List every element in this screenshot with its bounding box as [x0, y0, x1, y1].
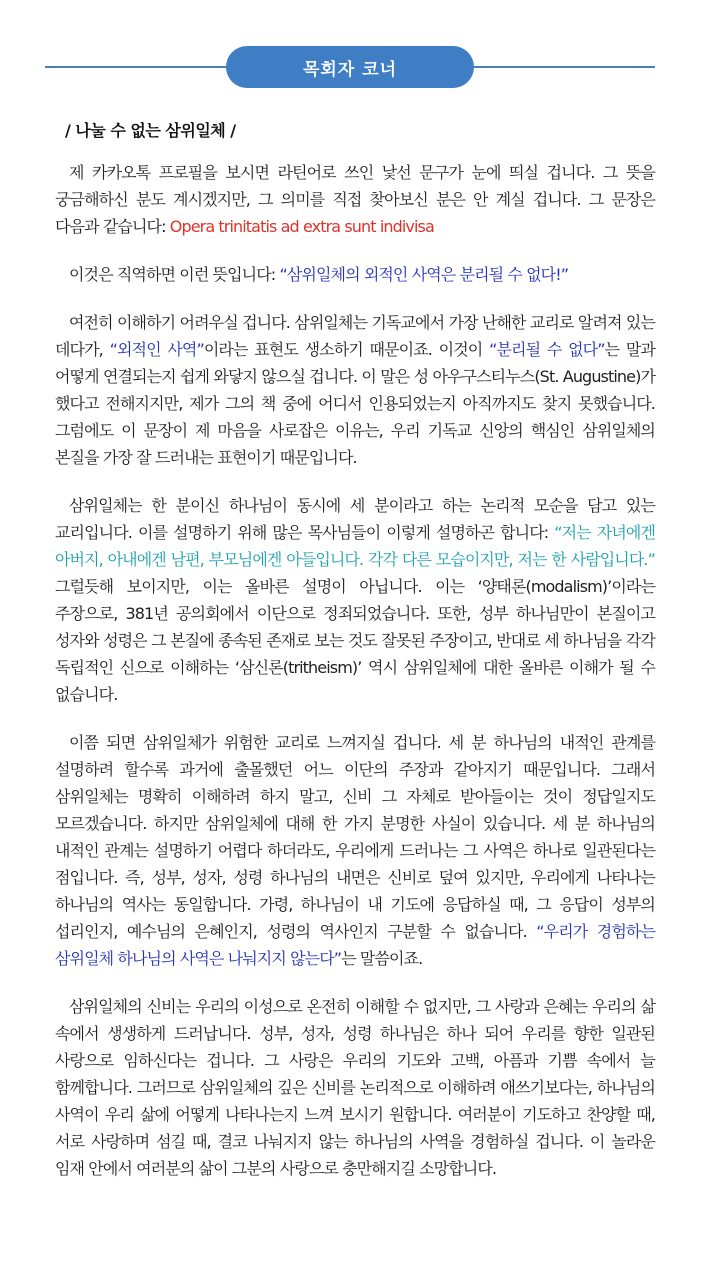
paragraph-1 [55, 159, 655, 240]
paragraph-5-text-b: 는 말씀이죠. [341, 949, 423, 968]
article-body [55, 118, 655, 1182]
paragraph-3 [55, 309, 655, 471]
corner-title-label: 목회자 코너 [302, 59, 398, 80]
paragraph-5-text-a: 이쯤 되면 삼위일체가 위험한 교리로 느껴지실 겁니다. 세 분 하나님의 내적인 관계를 설명하려 할수록 과거에 출몰했던 어느 이단의 주장과 같아지기 때문입니다. 그래서 삼위일체는 명확히 이해하려 하지 말고, 신비 그 자체로 받아들이는 것이 정답일지도 모르겠습니다. 하지만 삼위일체에 대해 한 가지 분명한 사실이 있습니다. 세 분 하나님의 내적인 관계는 설명하기 어렵다 하더라도, 우리에게 드러나는 그 사역은 하나로 일관된다는 점입니다. 즉, 성부, 성자, 성령 하나님의 내면은 신비로 덮여 있지만, 우리에게 나타나는 하나님의 역사는 동일합니다. 가령, 하나님이 내 기도에 응답하실 때, 그 응답이 성부의 섭리인지, 예수님의 은혜인지, 성령의 역사인지 구분할 수 없습니다. [55, 733, 655, 941]
paragraph-4-text-b: 그럴듯해 보이지만, 이는 올바른 설명이 아닙니다. 이는 ‘양태론(modalism)’이라는 주장으로, 381년 공의회에서 이단으로 정죄되었습니다. 또한, 성부 하나님만이 본질이고 성자와 성령은 그 본질에 종속된 존재로 보는 것도 잘못된 주장이고, 반대로 세 하나님을 각각 독립적인 신으로 이해하는 ‘삼신론(tritheism)’ 역시 삼위일체에 대한 올바른 이해가 될 수 없습니다. [55, 577, 655, 704]
paragraph-5 [55, 729, 655, 972]
indivisible-quote: “분리될 수 없다” [489, 340, 605, 359]
corner-header [0, 0, 704, 100]
paragraph-2-text: 이것은 직역하면 이런 뜻입니다: [69, 265, 280, 284]
corner-title-badge [226, 46, 474, 88]
paragraph-4-text-a: 삼위일체는 한 분이신 하나님이 동시에 세 분이라고 하는 논리적 모순을 담고 있는 교리입니다. 이를 설명하기 위해 많은 목사님들이 이렇게 설명하곤 합니다: [55, 496, 655, 542]
outer-work-quote: “외적인 사역” [109, 340, 204, 359]
paragraph-3-text-c: 는 말과 어떻게 연결되는지 쉽게 와닿지 않으실 겁니다. 이 말은 성 아우구스티누스(St. Augustine)가 했다고 전해지지만, 제가 그의 책 중에 어디서 인용되었는지 아직까지도 찾지 못했습니다. 그럼에도 이 문장이 제 마음을 사로잡은 이유는, 우리 기독교 신앙의 핵심인 삼위일체의 본질을 가장 잘 드러내는 표현이기 때문입니다. [55, 340, 655, 467]
translation-quote: “삼위일체의 외적인 사역은 분리될 수 없다!” [279, 265, 569, 284]
paragraph-3-text-b: 이라는 표현도 생소하기 때문이죠. 이것이 [203, 340, 490, 359]
paragraph-4 [55, 492, 655, 708]
paragraph-6: 삼위일체의 신비는 우리의 이성으로 온전히 이해할 수 없지만, 그 사랑과 은혜는 우리의 삶 속에서 생생하게 드러납니다. 성부, 성자, 성령 하나님은 하나 되어 우리를 향한 일관된 사랑으로 임하신다는 겁니다. 그 사랑은 우리의 기도와 고백, 아픔과 기쁨 속에서 늘 함께합니다. 그러므로 삼위일체의 깊은 신비를 논리적으로 이해하려 애쓰기보다는, 하나님의 사역이 우리 삶에 어떻게 나타나는지 느껴 보시기 원합니다. 여러분이 기도하고 찬양할 때, 서로 사랑하며 섬길 때, 결코 나눠지지 않는 하나님의 사역을 경험하실 겁니다. 이 놀라운 임재 안에서 여러분의 삶이 그분의 사랑으로 충만해지길 소망합니다. [55, 997, 655, 1178]
paragraph-3-text-a: 여전히 이해하기 어려우실 겁니다. 삼위일체는 기독교에서 가장 난해한 교리로 알려져 있는 데다가, [55, 313, 655, 359]
paragraph-2 [55, 261, 655, 288]
undivided-work-quote: “우리가 경험하는 삼위일체 하나님의 사역은 나눠지지 않는다” [55, 922, 656, 968]
pastor-analogy-quote: “저는 자녀에겐 아버지, 아내에겐 남편, 부모님에겐 아들입니다. 각각 다른 모습이지만, 저는 한 사람입니다.” [55, 523, 655, 569]
article-title: / 나눌 수 없는 삼위일체 / [65, 121, 236, 140]
paragraph-1-text: 제 카카오톡 프로필을 보시면 라틴어로 쓰인 낯선 문구가 눈에 띄실 겁니다. 그 뜻을 궁금해하신 분도 계시겠지만, 그 의미를 직접 찾아보신 분은 안 계실 겁니다. 그 문장은 다음과 같습니다: [55, 163, 655, 236]
latin-phrase: Opera trinitatis ad extra sunt indivisa [169, 217, 434, 236]
